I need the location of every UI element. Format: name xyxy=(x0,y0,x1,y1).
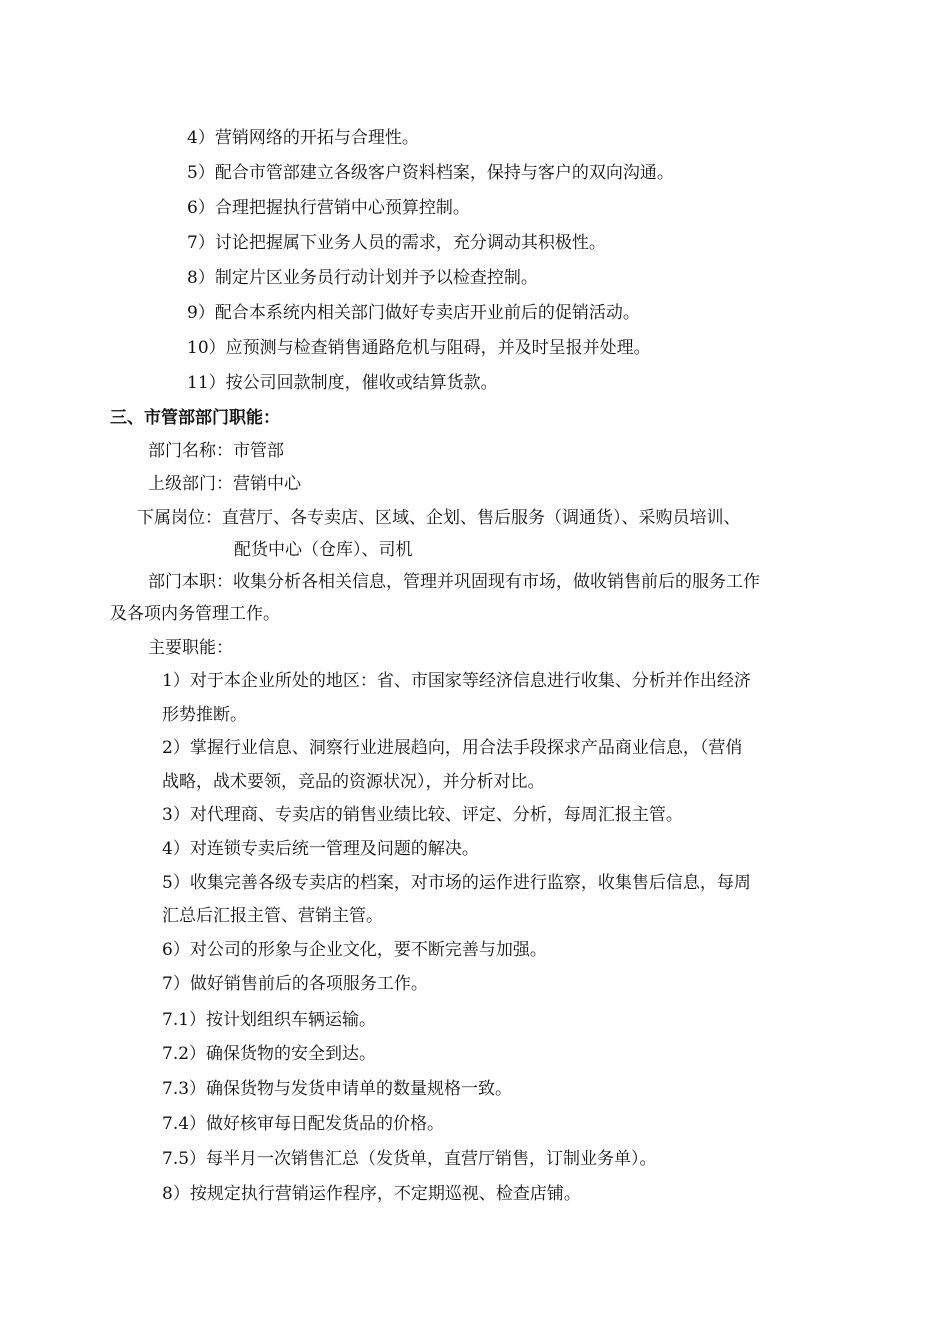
list-item: 6）对公司的形象与企业文化，要不断完善与加强。 xyxy=(162,940,547,960)
list-item: 8）按规定执行营销运作程序，不定期巡视、检查店铺。 xyxy=(162,1184,581,1204)
sub-posts: 下属岗位：直营厅、各专卖店、区域、企划、售后服务（调通货）、采购员培训、 xyxy=(137,508,741,528)
main-functions-label: 主要职能： xyxy=(148,638,233,658)
list-item: 7.4）做好核审每日配发货品的价格。 xyxy=(162,1114,445,1134)
list-item: 10）应预测与检查销售通路危机与阻碍，并及时呈报并处理。 xyxy=(187,338,651,358)
list-item-continued: 形势推断。 xyxy=(162,705,247,725)
list-item: 8）制定片区业务员行动计划并予以检查控制。 xyxy=(187,268,538,288)
dept-duty: 部门本职：收集分析各相关信息，管理并巩固现有市场，做收销售前后的服务工作 xyxy=(148,572,760,592)
list-item: 4）营销网络的开拓与合理性。 xyxy=(187,128,419,148)
list-item: 1）对于本企业所处的地区：省、市国家等经济信息进行收集、分析并作出经济 xyxy=(162,671,751,691)
list-item: 9）配合本系统内相关部门做好专卖店开业前后的促销活动。 xyxy=(187,303,640,323)
dept-name: 部门名称：市管部 xyxy=(148,441,284,461)
list-item: 2）掌握行业信息、洞察行业进展趋向，用合法手段探求产品商业信息，（营俏 xyxy=(162,738,743,758)
dept-duty-continued: 及各项内务管理工作。 xyxy=(110,604,280,624)
list-item: 5）配合市管部建立各级客户资料档案，保持与客户的双向沟通。 xyxy=(187,163,674,183)
list-item: 7.3）确保货物与发货申请单的数量规格一致。 xyxy=(162,1079,513,1099)
section-heading: 三、市管部部门职能： xyxy=(110,408,280,428)
list-item: 4）对连锁专卖后统一管理及问题的解决。 xyxy=(162,839,479,859)
parent-dept: 上级部门：营销中心 xyxy=(148,474,301,494)
sub-posts-continued: 配货中心（仓库）、司机 xyxy=(234,540,413,560)
list-item: 7.5）每半月一次销售汇总（发货单，直营厅销售，订制业务单）。 xyxy=(162,1149,657,1169)
list-item: 7.2）确保货物的安全到达。 xyxy=(162,1044,377,1064)
list-item: 6）合理把握执行营销中心预算控制。 xyxy=(187,198,470,218)
list-item-continued: 汇总后汇报主管、营销主管。 xyxy=(162,906,383,926)
list-item-continued: 战略，战术要领，竞品的资源状况），并分析对比。 xyxy=(162,772,545,792)
list-item: 7）做好销售前后的各项服务工作。 xyxy=(162,974,428,994)
list-item: 3）对代理商、专卖店的销售业绩比较、评定、分析，每周汇报主管。 xyxy=(162,805,683,825)
list-item: 7.1）按计划组织车辆运输。 xyxy=(162,1010,377,1030)
list-item: 5）收集完善各级专卖店的档案，对市场的运作进行监察，收集售后信息，每周 xyxy=(162,873,751,893)
list-item: 7）讨论把握属下业务人员的需求，充分调动其积极性。 xyxy=(187,233,606,253)
list-item: 11）按公司回款制度，催收或结算货款。 xyxy=(187,373,498,393)
